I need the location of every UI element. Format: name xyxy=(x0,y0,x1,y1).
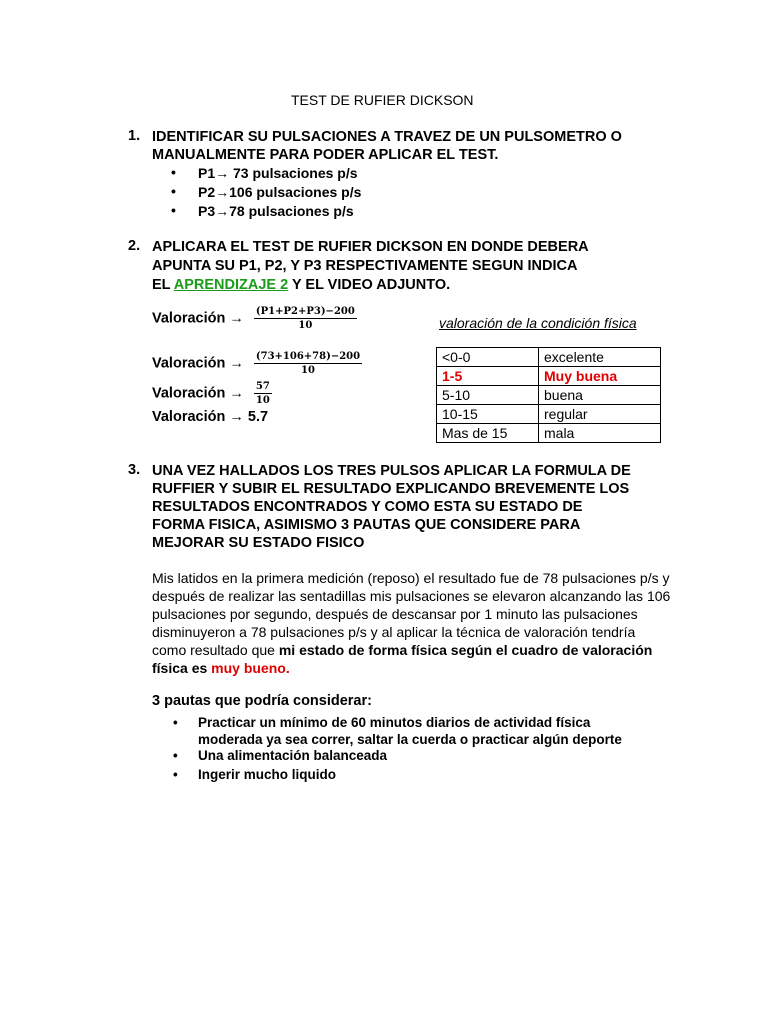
pauta-3-text: Ingerir mucho liquido xyxy=(198,767,336,782)
pauta-1 xyxy=(173,714,622,748)
table-row xyxy=(437,348,661,367)
pauta-1-line-1: Practicar un mínimo de 60 minutos diarios de actividad física xyxy=(198,715,591,730)
table-cell-rating: excelente xyxy=(539,348,661,367)
document-title: TEST DE RUFIER DICKSON xyxy=(291,92,474,108)
bullet-dot: • xyxy=(173,767,178,782)
fraction-2-denominator: 10 xyxy=(301,365,315,376)
table-cell-range: 1-5 xyxy=(437,367,539,386)
paragraph-text: Mis latidos en la primera medición (reposo) el resultado fue de 78 pulsaciones p/s y después de realizar las sentadillas mis pulsaciones se elevaron alcanzando las 106 pulsaciones por segundo, después de descansar por 1 minuto las pulsaciones disminuyeron a 78 pulsaciones p/s y al aplicar la técnica de valoración tendría como resultado que xyxy=(152,570,671,658)
section-3-line-2: RUFFIER Y SUBIR EL RESULTADO EXPLICANDO BREVEMENTE LOS xyxy=(152,481,630,497)
valoracion-label: Valoración → xyxy=(152,355,244,372)
pauta-2-text: Una alimentación balanceada xyxy=(198,748,388,763)
line-3-suffix: Y EL VIDEO ADJUNTO. xyxy=(288,277,451,293)
table-row xyxy=(437,386,661,405)
pauta-1-line-2: moderada ya sea correr, saltar la cuerda o practicar algún deporte xyxy=(198,732,622,747)
fraction-1-denominator: 10 xyxy=(298,320,313,331)
table-row xyxy=(437,424,661,443)
section-2-line-2: APUNTA SU P1, P2, Y P3 RESPECTIVAMENTE SEGUN INDICA xyxy=(152,258,578,274)
fraction-3 xyxy=(254,381,272,406)
bullet-dot: • xyxy=(173,748,178,763)
bullet-dot: • xyxy=(171,202,176,218)
section-1-number: 1. xyxy=(128,128,141,144)
valoracion-formula-2 xyxy=(152,351,362,376)
section-3-line-5: MEJORAR SU ESTADO FISICO xyxy=(152,535,365,551)
section-3-number: 3. xyxy=(128,462,141,478)
valoracion-table xyxy=(436,347,661,443)
bullet-dot: • xyxy=(171,183,176,199)
bullet-dot: • xyxy=(171,164,176,180)
bullet-p1-text: P1→ 73 pulsaciones p/s xyxy=(198,165,358,181)
table-caption: valoración de la condición física xyxy=(439,315,637,331)
bullet-p1 xyxy=(171,164,358,181)
fraction-3-denominator: 10 xyxy=(255,395,270,406)
section-3-line-1: UNA VEZ HALLADOS LOS TRES PULSOS APLICAR LA FORMULA DE xyxy=(152,463,631,479)
section-2-number: 2. xyxy=(128,238,141,254)
section-2-line-1: APLICARA EL TEST DE RUFIER DICKSON EN DONDE DEBERA xyxy=(152,239,589,255)
table-row xyxy=(437,405,661,424)
table-row-highlighted xyxy=(437,367,661,386)
line-3-prefix: EL xyxy=(152,277,174,293)
table-cell-rating: mala xyxy=(539,424,661,443)
bullet-p3-text: P3→78 pulsaciones p/s xyxy=(198,203,354,219)
section-3-line-4: FORMA FISICA, ASIMISMO 3 PAUTAS QUE CONSIDERE PARA xyxy=(152,517,581,533)
bullet-p3 xyxy=(171,202,354,219)
pauta-3 xyxy=(173,766,336,783)
paragraph-bold-text: mi estado de forma física según el cuadro de valoración física es xyxy=(152,642,653,676)
table-cell-rating: buena xyxy=(539,386,661,405)
section-1-line-2: MANUALMENTE PARA PODER APLICAR EL TEST. xyxy=(152,147,499,163)
fraction-2 xyxy=(254,351,362,376)
explanation-paragraph xyxy=(152,569,672,677)
table-cell-range: 10-15 xyxy=(437,405,539,424)
section-2-line-3 xyxy=(152,276,450,294)
bullet-p2-text: P2→106 pulsaciones p/s xyxy=(198,184,362,200)
table-cell-range: 5-10 xyxy=(437,386,539,405)
section-3-line-3: RESULTADOS ENCONTRADOS Y COMO ESTA SU ESTADO DE xyxy=(152,499,583,515)
table-cell-rating: regular xyxy=(539,405,661,424)
section-1-line-1: IDENTIFICAR SU PULSACIONES A TRAVEZ DE UN PULSOMETRO O xyxy=(152,129,622,145)
aprendizaje-link[interactable]: APRENDIZAJE 2 xyxy=(173,277,289,293)
pauta-2 xyxy=(173,747,388,764)
table-cell-range: <0-0 xyxy=(437,348,539,367)
table-cell-range: Mas de 15 xyxy=(437,424,539,443)
valoracion-label: Valoración → xyxy=(152,310,244,327)
fraction-2-numerator: (73+106+78)−200 xyxy=(255,351,361,362)
fraction-3-numerator: 57 xyxy=(255,381,270,392)
bullet-dot: • xyxy=(173,715,178,730)
valoracion-formula-1 xyxy=(152,306,357,331)
valoracion-result: Valoración → 5.7 xyxy=(152,409,269,425)
pautas-title: 3 pautas que podría considerar: xyxy=(152,693,372,709)
fraction-1-numerator: (P1+P2+P3)−200 xyxy=(255,306,355,317)
paragraph-result-text: muy bueno. xyxy=(211,660,290,676)
bullet-p2 xyxy=(171,183,362,200)
valoracion-label: Valoración → xyxy=(152,385,244,402)
valoracion-formula-3 xyxy=(152,381,272,406)
table-cell-rating: Muy buena xyxy=(539,367,661,386)
fraction-1 xyxy=(254,306,357,331)
